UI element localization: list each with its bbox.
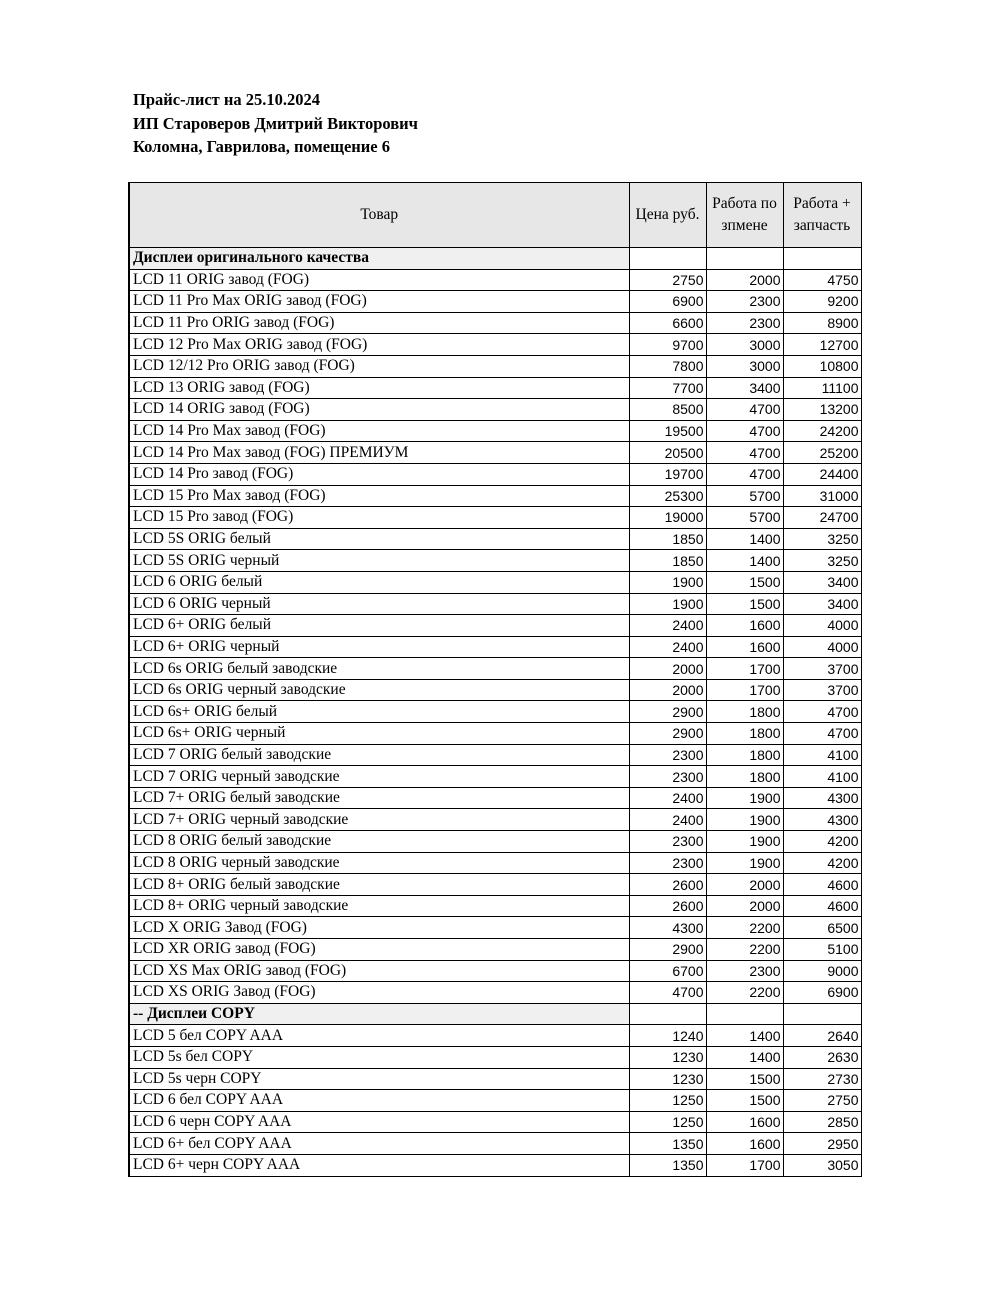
price-cell: 2900 bbox=[629, 723, 706, 745]
work-cell: 4700 bbox=[706, 463, 783, 485]
price-cell: 19000 bbox=[629, 507, 706, 529]
product-name-cell: LCD 14 Pro завод (FOG) bbox=[129, 463, 629, 485]
product-name-cell: LCD 5S ORIG белый bbox=[129, 528, 629, 550]
price-cell: 1230 bbox=[629, 1068, 706, 1090]
product-name-cell: LCD 13 ORIG завод (FOG) bbox=[129, 377, 629, 399]
work-cell: 1400 bbox=[706, 1046, 783, 1068]
total-cell: 4700 bbox=[783, 701, 861, 723]
total-cell: 4700 bbox=[783, 723, 861, 745]
price-cell: 2400 bbox=[629, 809, 706, 831]
price-cell: 1850 bbox=[629, 528, 706, 550]
total-cell: 2730 bbox=[783, 1068, 861, 1090]
company-address: Коломна, Гаврилова, помещение 6 bbox=[133, 137, 390, 156]
table-row bbox=[129, 636, 861, 658]
price-cell: 2000 bbox=[629, 658, 706, 680]
price-cell: 25300 bbox=[629, 485, 706, 507]
total-cell: 4000 bbox=[783, 615, 861, 637]
price-cell: 19700 bbox=[629, 463, 706, 485]
price-cell: 2400 bbox=[629, 787, 706, 809]
work-cell: 1900 bbox=[706, 831, 783, 853]
total-cell: 24400 bbox=[783, 463, 861, 485]
total-cell: 3250 bbox=[783, 550, 861, 572]
product-name-cell: LCD 11 ORIG завод (FOG) bbox=[129, 269, 629, 291]
work-cell: 1700 bbox=[706, 658, 783, 680]
work-cell: 2300 bbox=[706, 291, 783, 313]
product-name-cell: LCD 14 Pro Max завод (FOG) bbox=[129, 420, 629, 442]
total-cell: 3050 bbox=[783, 1154, 861, 1176]
total-cell: 13200 bbox=[783, 399, 861, 421]
work-cell: 1500 bbox=[706, 593, 783, 615]
price-table bbox=[128, 182, 862, 1177]
total-cell: 4200 bbox=[783, 852, 861, 874]
product-name-cell: LCD X ORIG Завод (FOG) bbox=[129, 917, 629, 939]
product-name-cell: LCD 12/12 Pro ORIG завод (FOG) bbox=[129, 355, 629, 377]
product-name-cell: LCD 15 Pro Max завод (FOG) bbox=[129, 485, 629, 507]
table-row bbox=[129, 766, 861, 788]
total-cell: 4600 bbox=[783, 895, 861, 917]
table-row bbox=[129, 874, 861, 896]
work-cell: 1400 bbox=[706, 528, 783, 550]
price-cell: 1900 bbox=[629, 593, 706, 615]
price-cell: 9700 bbox=[629, 334, 706, 356]
work-cell: 1700 bbox=[706, 1154, 783, 1176]
price-cell: 2400 bbox=[629, 636, 706, 658]
price-cell: 2900 bbox=[629, 701, 706, 723]
total-cell: 4600 bbox=[783, 874, 861, 896]
work-cell: 1800 bbox=[706, 766, 783, 788]
product-name-cell: LCD 8 ORIG белый заводские bbox=[129, 831, 629, 853]
total-cell bbox=[783, 248, 861, 270]
product-name-cell: LCD 6+ ORIG черный bbox=[129, 636, 629, 658]
work-cell: 1800 bbox=[706, 701, 783, 723]
product-name-cell: LCD 6 ORIG черный bbox=[129, 593, 629, 615]
product-name-cell: LCD 5S ORIG черный bbox=[129, 550, 629, 572]
price-cell: 2400 bbox=[629, 615, 706, 637]
product-name-cell: LCD 6 ORIG белый bbox=[129, 571, 629, 593]
work-cell: 5700 bbox=[706, 485, 783, 507]
price-cell: 2900 bbox=[629, 939, 706, 961]
table-row bbox=[129, 507, 861, 529]
total-cell: 3400 bbox=[783, 593, 861, 615]
total-cell: 5100 bbox=[783, 939, 861, 961]
table-row bbox=[129, 1046, 861, 1068]
total-cell: 2640 bbox=[783, 1025, 861, 1047]
product-name-cell: LCD XS ORIG Завод (FOG) bbox=[129, 982, 629, 1004]
column-header-price bbox=[629, 183, 706, 248]
price-cell bbox=[629, 1003, 706, 1025]
column-header-price-label: Цена руб. bbox=[635, 206, 700, 223]
product-name-cell: LCD 5s черн COPY bbox=[129, 1068, 629, 1090]
price-table-body bbox=[129, 248, 861, 1177]
total-cell: 31000 bbox=[783, 485, 861, 507]
product-name-cell: LCD 6+ бел COPY AAA bbox=[129, 1133, 629, 1155]
work-cell bbox=[706, 1003, 783, 1025]
section-row bbox=[129, 1003, 861, 1025]
total-cell: 6900 bbox=[783, 982, 861, 1004]
price-cell: 20500 bbox=[629, 442, 706, 464]
price-cell: 19500 bbox=[629, 420, 706, 442]
work-cell: 2300 bbox=[706, 960, 783, 982]
price-cell: 8500 bbox=[629, 399, 706, 421]
price-cell: 1250 bbox=[629, 1111, 706, 1133]
price-cell: 1250 bbox=[629, 1090, 706, 1112]
table-row bbox=[129, 895, 861, 917]
work-cell: 2200 bbox=[706, 982, 783, 1004]
product-name-cell: LCD 7 ORIG белый заводские bbox=[129, 744, 629, 766]
price-cell: 6900 bbox=[629, 291, 706, 313]
table-row bbox=[129, 744, 861, 766]
total-cell: 2850 bbox=[783, 1111, 861, 1133]
column-header-total bbox=[783, 183, 861, 248]
work-cell: 2000 bbox=[706, 895, 783, 917]
total-cell: 4100 bbox=[783, 766, 861, 788]
price-cell: 1850 bbox=[629, 550, 706, 572]
work-cell: 1600 bbox=[706, 1111, 783, 1133]
product-name-cell: LCD 14 Pro Max завод (FOG) ПРЕМИУМ bbox=[129, 442, 629, 464]
total-cell: 8900 bbox=[783, 312, 861, 334]
table-row bbox=[129, 982, 861, 1004]
work-cell: 1900 bbox=[706, 787, 783, 809]
product-name-cell: LCD 14 ORIG завод (FOG) bbox=[129, 399, 629, 421]
product-name-cell: LCD 6+ ORIG белый bbox=[129, 615, 629, 637]
product-name-cell: LCD XS Max ORIG завод (FOG) bbox=[129, 960, 629, 982]
product-name-cell: LCD 8+ ORIG белый заводские bbox=[129, 874, 629, 896]
price-cell: 2300 bbox=[629, 831, 706, 853]
table-row bbox=[129, 809, 861, 831]
price-cell bbox=[629, 248, 706, 270]
table-row bbox=[129, 312, 861, 334]
total-cell: 4100 bbox=[783, 744, 861, 766]
total-cell: 24700 bbox=[783, 507, 861, 529]
total-cell: 2630 bbox=[783, 1046, 861, 1068]
table-row bbox=[129, 399, 861, 421]
table-row bbox=[129, 679, 861, 701]
work-cell: 1500 bbox=[706, 1068, 783, 1090]
total-cell: 12700 bbox=[783, 334, 861, 356]
table-row bbox=[129, 852, 861, 874]
product-name-cell: LCD 6s+ ORIG черный bbox=[129, 723, 629, 745]
table-row bbox=[129, 593, 861, 615]
total-cell: 3400 bbox=[783, 571, 861, 593]
total-cell: 10800 bbox=[783, 355, 861, 377]
price-cell: 1350 bbox=[629, 1154, 706, 1176]
work-cell: 1500 bbox=[706, 1090, 783, 1112]
table-row bbox=[129, 463, 861, 485]
table-row bbox=[129, 1090, 861, 1112]
company-name: ИП Староверов Дмитрий Викторович bbox=[133, 113, 418, 133]
total-cell bbox=[783, 1003, 861, 1025]
price-cell: 4300 bbox=[629, 917, 706, 939]
total-cell: 11100 bbox=[783, 377, 861, 399]
work-cell: 1600 bbox=[706, 636, 783, 658]
work-cell: 5700 bbox=[706, 507, 783, 529]
product-name-cell: LCD 6s ORIG черный заводские bbox=[129, 679, 629, 701]
total-cell: 3700 bbox=[783, 679, 861, 701]
total-cell: 4200 bbox=[783, 831, 861, 853]
total-cell: 2950 bbox=[783, 1133, 861, 1155]
price-cell: 4700 bbox=[629, 982, 706, 1004]
work-cell: 1700 bbox=[706, 679, 783, 701]
product-name-cell: LCD 6+ черн COPY AAA bbox=[129, 1154, 629, 1176]
work-cell: 2200 bbox=[706, 939, 783, 961]
table-row bbox=[129, 377, 861, 399]
table-row bbox=[129, 1068, 861, 1090]
price-cell: 1230 bbox=[629, 1046, 706, 1068]
work-cell: 1600 bbox=[706, 615, 783, 637]
work-cell: 1800 bbox=[706, 744, 783, 766]
total-cell: 3250 bbox=[783, 528, 861, 550]
product-name-cell: LCD 6 черн COPY AAA bbox=[129, 1111, 629, 1133]
section-row bbox=[129, 248, 861, 270]
work-cell: 4700 bbox=[706, 420, 783, 442]
table-row bbox=[129, 1154, 861, 1176]
table-row bbox=[129, 1111, 861, 1133]
work-cell: 1900 bbox=[706, 852, 783, 874]
product-name-cell: LCD 11 Pro ORIG завод (FOG) bbox=[129, 312, 629, 334]
total-cell: 4300 bbox=[783, 809, 861, 831]
section-title: -- Дисплеи COPY bbox=[129, 1003, 629, 1025]
product-name-cell: LCD 5 бел COPY AAA bbox=[129, 1025, 629, 1047]
table-row bbox=[129, 1133, 861, 1155]
price-cell: 2000 bbox=[629, 679, 706, 701]
work-cell: 3000 bbox=[706, 355, 783, 377]
total-cell: 6500 bbox=[783, 917, 861, 939]
product-name-cell: LCD 8 ORIG черный заводские bbox=[129, 852, 629, 874]
total-cell: 3700 bbox=[783, 658, 861, 680]
table-row bbox=[129, 291, 861, 313]
work-cell: 1900 bbox=[706, 809, 783, 831]
table-row bbox=[129, 615, 861, 637]
price-cell: 2600 bbox=[629, 874, 706, 896]
product-name-cell: LCD 7+ ORIG черный заводские bbox=[129, 809, 629, 831]
document-header bbox=[133, 88, 418, 159]
work-cell bbox=[706, 248, 783, 270]
product-name-cell: LCD 6s ORIG белый заводские bbox=[129, 658, 629, 680]
product-name-cell: LCD 7+ ORIG белый заводские bbox=[129, 787, 629, 809]
work-cell: 2200 bbox=[706, 917, 783, 939]
price-cell: 7700 bbox=[629, 377, 706, 399]
section-title: Дисплеи оригинального качества bbox=[129, 248, 629, 270]
work-cell: 1500 bbox=[706, 571, 783, 593]
work-cell: 3400 bbox=[706, 377, 783, 399]
product-name-cell: LCD 11 Pro Max ORIG завод (FOG) bbox=[129, 291, 629, 313]
table-row bbox=[129, 831, 861, 853]
price-cell: 2600 bbox=[629, 895, 706, 917]
table-row bbox=[129, 420, 861, 442]
price-cell: 2750 bbox=[629, 269, 706, 291]
price-cell: 7800 bbox=[629, 355, 706, 377]
total-cell: 9200 bbox=[783, 291, 861, 313]
work-cell: 4700 bbox=[706, 399, 783, 421]
table-row bbox=[129, 442, 861, 464]
table-row bbox=[129, 701, 861, 723]
product-name-cell: LCD 6 бел COPY AAA bbox=[129, 1090, 629, 1112]
table-row bbox=[129, 723, 861, 745]
product-name-cell: LCD 12 Pro Max ORIG завод (FOG) bbox=[129, 334, 629, 356]
price-cell: 1240 bbox=[629, 1025, 706, 1047]
work-cell: 1600 bbox=[706, 1133, 783, 1155]
product-name-cell: LCD 15 Pro завод (FOG) bbox=[129, 507, 629, 529]
table-row bbox=[129, 1025, 861, 1047]
table-header-row bbox=[129, 183, 861, 248]
product-name-cell: LCD 8+ ORIG черный заводские bbox=[129, 895, 629, 917]
total-cell: 25200 bbox=[783, 442, 861, 464]
price-list-title: Прайс-лист на 25.10.2024 bbox=[133, 90, 321, 109]
table-row bbox=[129, 334, 861, 356]
table-row bbox=[129, 269, 861, 291]
price-cell: 1900 bbox=[629, 571, 706, 593]
table-row bbox=[129, 917, 861, 939]
work-cell: 1400 bbox=[706, 550, 783, 572]
table-row bbox=[129, 571, 861, 593]
table-row bbox=[129, 355, 861, 377]
work-cell: 1800 bbox=[706, 723, 783, 745]
product-name-cell: LCD 5s бел COPY bbox=[129, 1046, 629, 1068]
product-name-cell: LCD 6s+ ORIG белый bbox=[129, 701, 629, 723]
column-header-work bbox=[706, 183, 783, 248]
table-row bbox=[129, 787, 861, 809]
work-cell: 1400 bbox=[706, 1025, 783, 1047]
table-row bbox=[129, 550, 861, 572]
table-row bbox=[129, 528, 861, 550]
table-row bbox=[129, 658, 861, 680]
price-cell: 2300 bbox=[629, 744, 706, 766]
price-cell: 6600 bbox=[629, 312, 706, 334]
total-cell: 2750 bbox=[783, 1090, 861, 1112]
price-cell: 2300 bbox=[629, 852, 706, 874]
product-name-cell: LCD XR ORIG завод (FOG) bbox=[129, 939, 629, 961]
work-cell: 4700 bbox=[706, 442, 783, 464]
total-cell: 24200 bbox=[783, 420, 861, 442]
table-row bbox=[129, 960, 861, 982]
total-cell: 9000 bbox=[783, 960, 861, 982]
work-cell: 3000 bbox=[706, 334, 783, 356]
column-header-total-label: Работа + запчасть bbox=[793, 195, 851, 234]
work-cell: 2000 bbox=[706, 874, 783, 896]
work-cell: 2000 bbox=[706, 269, 783, 291]
table-row bbox=[129, 939, 861, 961]
price-cell: 1350 bbox=[629, 1133, 706, 1155]
product-name-cell: LCD 7 ORIG черный заводские bbox=[129, 766, 629, 788]
work-cell: 2300 bbox=[706, 312, 783, 334]
total-cell: 4750 bbox=[783, 269, 861, 291]
total-cell: 4000 bbox=[783, 636, 861, 658]
total-cell: 4300 bbox=[783, 787, 861, 809]
price-cell: 6700 bbox=[629, 960, 706, 982]
table-row bbox=[129, 485, 861, 507]
column-header-product: Товар bbox=[129, 183, 629, 248]
column-header-work-label: Работа по зпмене bbox=[712, 195, 777, 234]
price-cell: 2300 bbox=[629, 766, 706, 788]
